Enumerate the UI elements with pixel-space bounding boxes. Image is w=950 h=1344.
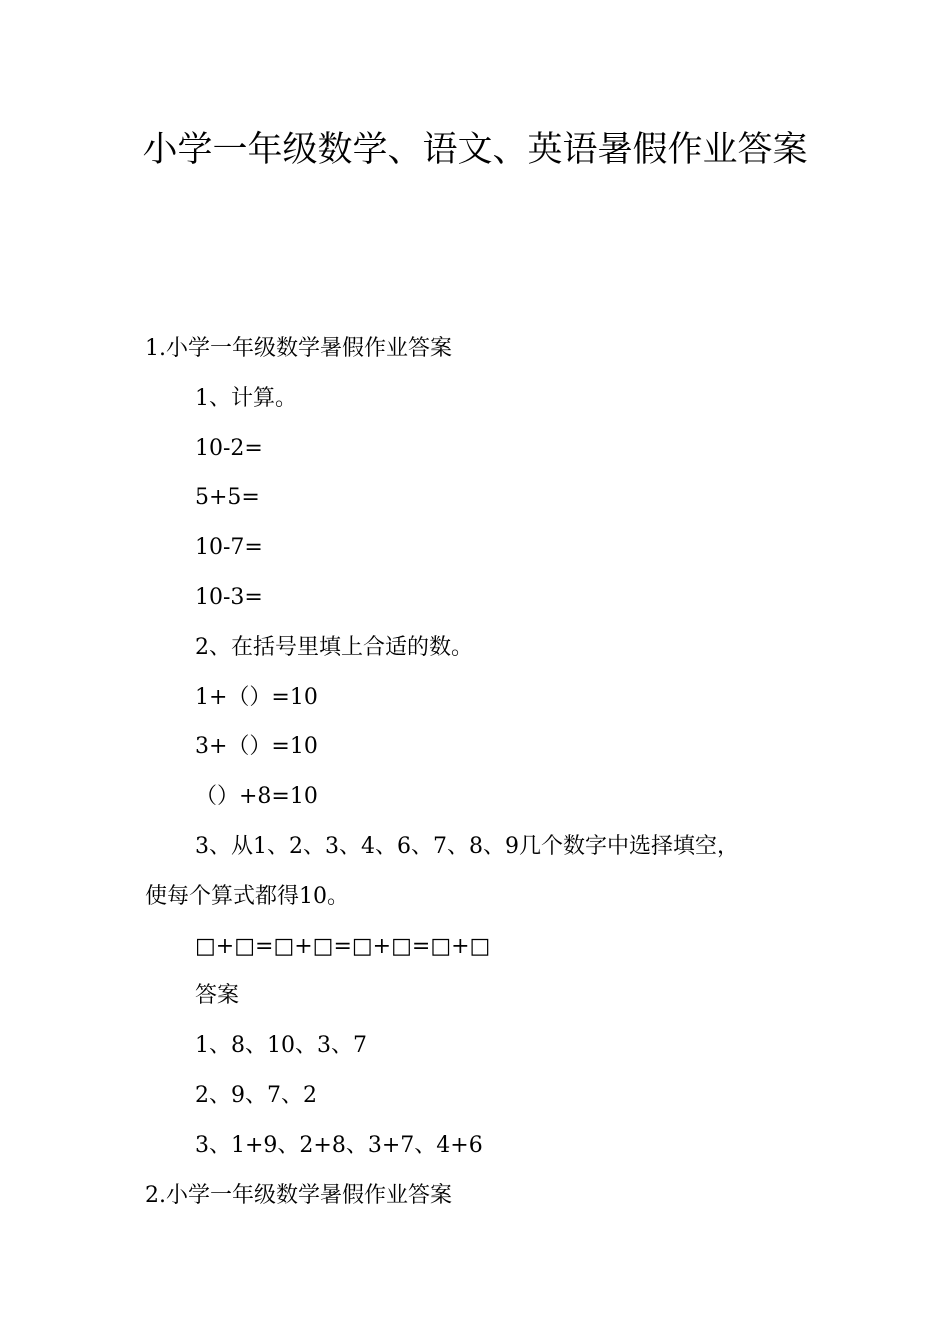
answer-line: 1、8、10、3、7	[195, 1033, 367, 1059]
answer-heading: 答案	[195, 983, 240, 1009]
section-heading-1: 1.小学一年级数学暑假作业答案	[145, 336, 452, 361]
question-3-continuation: 使每个算式都得10。	[145, 883, 349, 909]
answer-line: 2、9、7、2	[195, 1082, 317, 1108]
document-title: 小学一年级数学、语文、英语暑假作业答案	[142, 130, 808, 170]
equation-line: 10-3=	[195, 584, 263, 610]
equation-line: 1+（）=10	[195, 684, 318, 710]
blank-equation-line: □+□=□+□=□+□=□+□	[195, 933, 491, 959]
equation-line: 3+（）=10	[195, 734, 318, 760]
answer-line: 3、1+9、2+8、3+7、4+6	[195, 1132, 483, 1158]
question-3-heading: 3、从1、2、3、4、6、7、8、9几个数字中选择填空，	[195, 833, 739, 859]
equation-line: 5+5=	[195, 485, 260, 511]
equation-line: 10-7=	[195, 535, 263, 561]
question-2-heading: 2、在括号里填上合适的数。	[195, 634, 473, 660]
equation-line: （）+8=10	[195, 784, 318, 810]
question-1-heading: 1、计算。	[195, 385, 297, 411]
document-body	[145, 324, 805, 1220]
section-heading-2: 2.小学一年级数学暑假作业答案	[145, 1182, 452, 1208]
equation-line: 10-2=	[195, 435, 263, 461]
